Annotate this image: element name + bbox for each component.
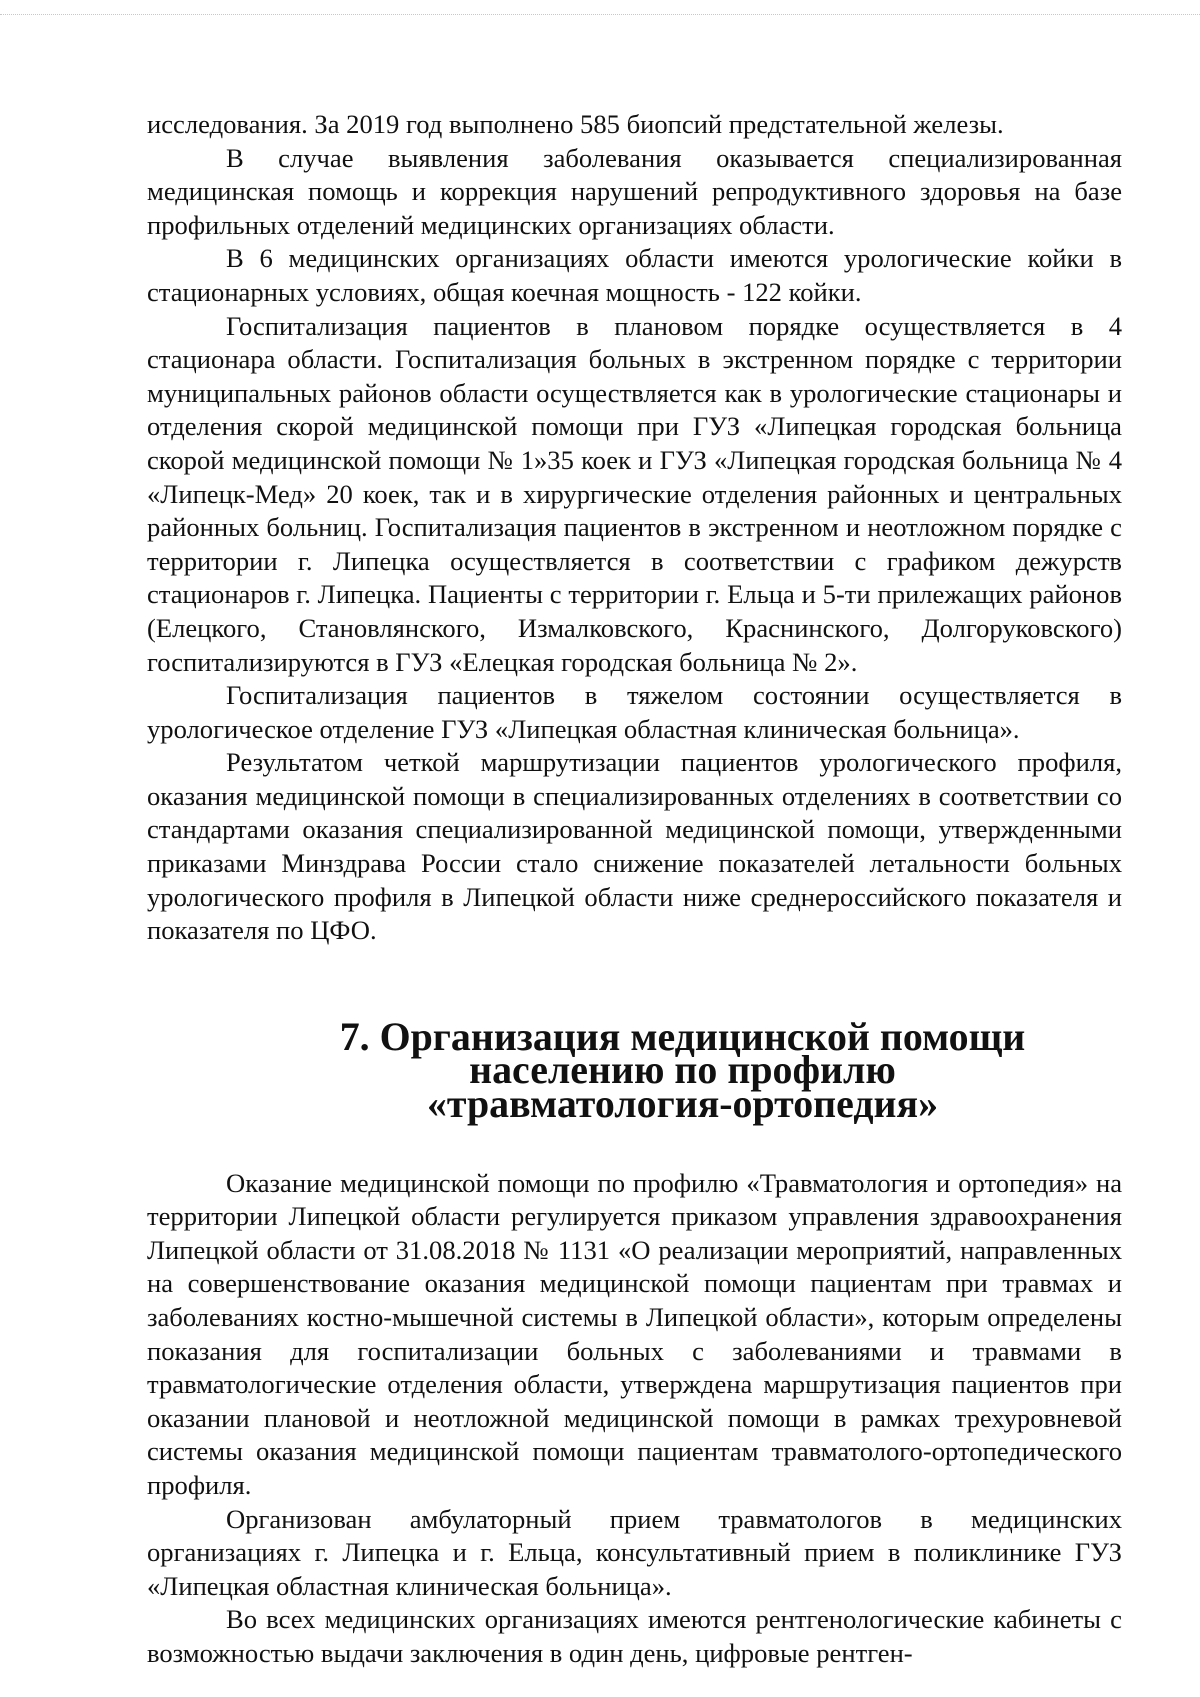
section-heading-line: «травматология-ортопедия» bbox=[426, 1081, 939, 1127]
paragraph: Результатом четкой маршрутизации пациентов урологического профиля, оказания медицинской помощи в специализированных отделениях в соответствии со стандартами оказания специализированной медицинской помощи, утвержденными приказами Минздрава России стало снижение показателей летальности больных урологического профиля в Липецкой области ниже среднероссийского показателя и показателя по ЦФО. bbox=[147, 747, 1122, 946]
paragraph: Оказание медицинской помощи по профилю «Травматология и ортопедия» на территории Липецкой области регулируется приказом управления здравоохранения Липецкой области от 31.08.2018 № 1131 «О реализации мероприятий, направленных на совершенствование оказания медицинской помощи пациентам при травмах и заболеваниях костно-мышечной системы в Липецкой области», которым определены показания для госпитализации больных с заболеваниями и травмами в травматологические отделения области, утверждена маршрутизация пациентов при оказании плановой и неотложной медицинской помощи в рамках трехуровневой системы оказания медицинской помощи пациентам травматолого-ортопедического профиля. bbox=[147, 1167, 1122, 1500]
paragraph: Госпитализация пациентов в плановом порядке осуществляется в 4 стационара области. Госпитализация больных в экстренном порядке с территории муниципальных районов области осуществляется как в урологические стационары и отделения скорой медицинской помощи при ГУЗ «Липецкая городская больница скорой медицинской помощи № 1»35 коек и ГУЗ «Липецкая городская больница № 4 «Липецк-Мед» 20 коек, так и в хирургические отделения районных и центральных районных больниц. Госпитализация пациентов в экстренном и неотложном порядке с территории г. Липецка осуществляется в соответствии с графиком дежурств стационаров г. Липецка. Пациенты с территории г. Ельца и 5-ти прилежащих районов (Елецкого, Становлянского, Измалковского, Краснинского, Долгоруковского) госпитализируются в ГУЗ «Елецкая городская больница № 2». bbox=[147, 310, 1122, 677]
paragraph: В 6 медицинских организациях области имеются урологические койки в стационарных условиях, общая коечная мощность - 122 койки. bbox=[147, 243, 1122, 307]
paragraph: Организован амбулаторный прием травматологов в медицинских организациях г. Липецка и г. Ельца, консультативный прием в поликлинике ГУЗ «Липецкая областная клиническая больница». bbox=[147, 1503, 1122, 1601]
paragraph: Во всех медицинских организациях имеются рентгенологические кабинеты с возможностью выдачи заключения в один день, цифровые рентген- bbox=[147, 1604, 1122, 1668]
section-heading bbox=[147, 1013, 1122, 1127]
paragraph: В случае выявления заболевания оказывается специализированная медицинская помощь и коррекция нарушений репродуктивного здоровья на базе профильных отделений медицинских организациях области. bbox=[147, 142, 1122, 240]
scan-top-edge bbox=[0, 14, 1200, 15]
paragraph: исследования. За 2019 год выполнено 585 биопсий предстательной железы. bbox=[147, 109, 1004, 139]
document-body bbox=[147, 108, 1122, 1671]
section-heading-line: 7. Организация медицинской помощи населению по профилю bbox=[339, 1013, 1026, 1093]
paragraph: Госпитализация пациентов в тяжелом состоянии осуществляется в урологическое отделение ГУЗ «Липецкая областная клиническая больница». bbox=[147, 680, 1122, 744]
